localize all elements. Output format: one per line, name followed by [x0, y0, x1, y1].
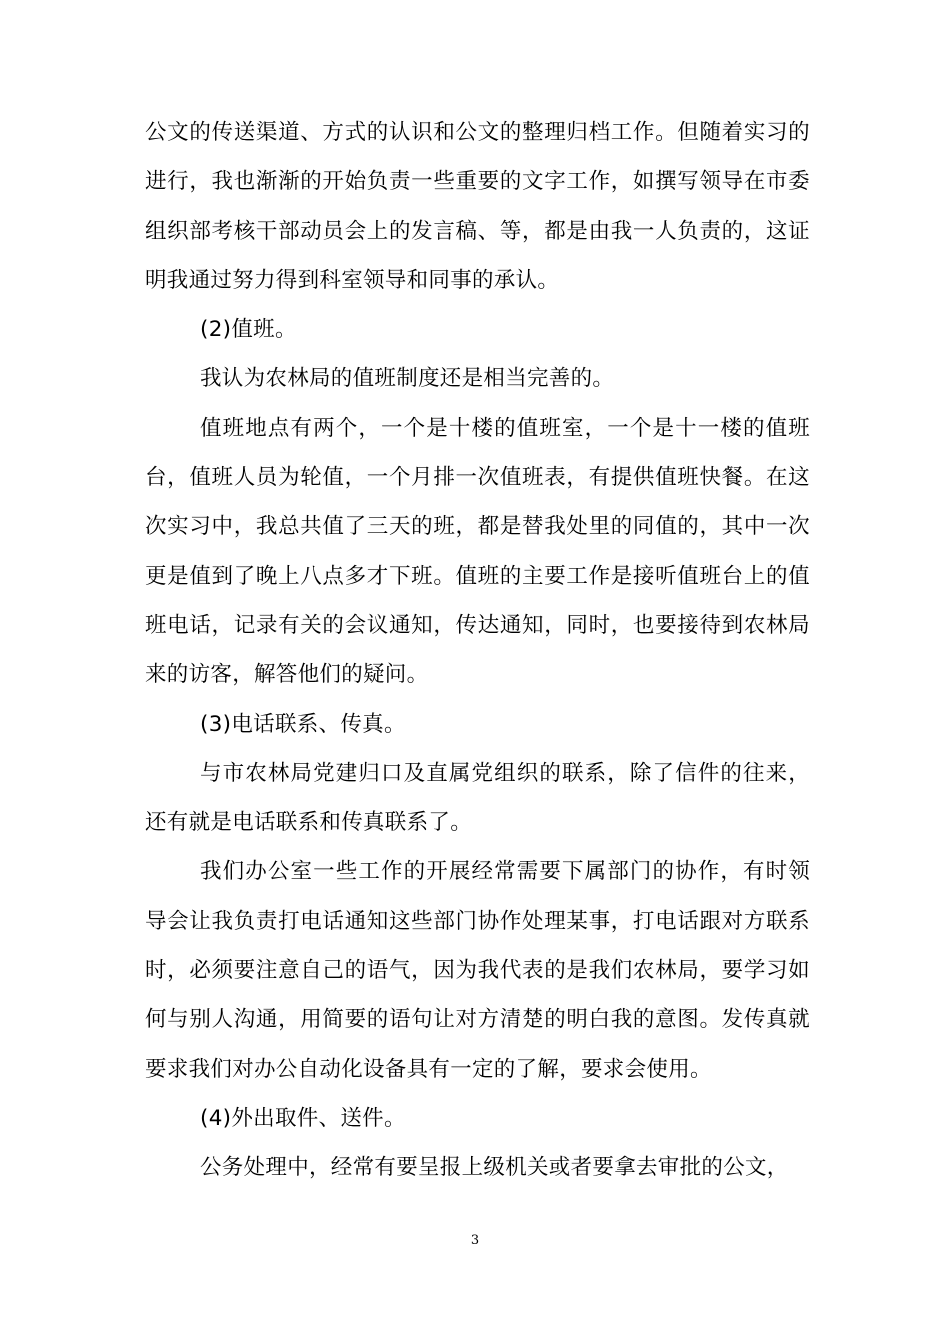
paragraph: 与市农林局党建归口及直属党组织的联系，除了信件的往来，还有就是电话联系和传真联系了。: [145, 760, 810, 836]
section-heading-duty: (2)值班。: [200, 317, 297, 343]
body-text: [145, 108, 810, 1193]
section-heading-pickup-delivery: (4)外出取件、送件。: [200, 1105, 406, 1131]
section-heading-phone-fax: (3)电话联系、传真。: [200, 711, 406, 737]
paragraph-continuation: 公文的传送渠道、方式的认识和公文的整理归档工作。但随着实习的进行，我也渐渐的开始负责一些重要的文字工作，如撰写领导在市委组织部考核干部动员会上的发言稿、等，都是由我一人负责的，这证明我通过努力得到科室领导和同事的承认。: [145, 120, 810, 293]
paragraph: 公务处理中，经常有要呈报上级机关或者要拿去审批的公文，: [200, 1155, 789, 1181]
paragraph: 我们办公室一些工作的开展经常需要下属部门的协作，有时领导会让我负责打电话通知这些部门协作处理某事，打电话跟对方联系时，必须要注意自己的语气，因为我代表的是我们农林局，要学习如何与别人沟通，用简要的语句让对方清楚的明白我的意图。发传真就要求我们对办公自动化设备具有一定的了解，要求会使用。: [145, 859, 810, 1082]
paragraph: 值班地点有两个，一个是十楼的值班室，一个是十一楼的值班台，值班人员为轮值，一个月排一次值班表，有提供值班快餐。在这次实习中，我总共值了三天的班，都是替我处里的同值的，其中一次更是值到了晚上八点多才下班。值班的主要工作是接听值班台上的值班电话，记录有关的会议通知，传达通知，同时，也要接待到农林局来的访客，解答他们的疑问。: [145, 415, 810, 688]
paragraph: 我认为农林局的值班制度还是相当完善的。: [200, 366, 615, 392]
page-number: 3: [470, 1233, 480, 1248]
